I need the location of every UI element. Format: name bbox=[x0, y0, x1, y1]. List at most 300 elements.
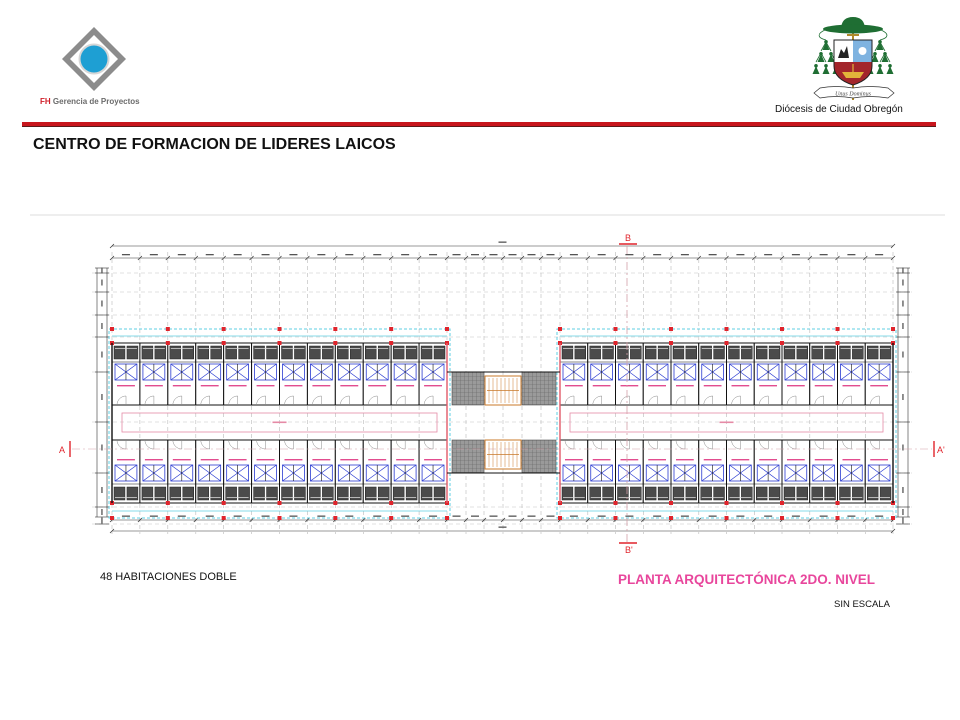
dimension-text-mark bbox=[317, 516, 325, 517]
room bbox=[252, 343, 280, 405]
room-label-mark bbox=[870, 385, 888, 386]
dimension-text-mark bbox=[902, 509, 903, 515]
bed bbox=[350, 346, 361, 359]
structural-column bbox=[222, 341, 226, 345]
bed bbox=[393, 346, 404, 359]
dimension-text-mark bbox=[206, 254, 214, 255]
room-label-mark bbox=[565, 459, 583, 460]
structural-column bbox=[780, 516, 784, 520]
bed bbox=[714, 487, 725, 500]
bed bbox=[867, 487, 878, 500]
structural-column bbox=[278, 341, 282, 345]
dimension-text-mark bbox=[234, 254, 242, 255]
room-label-mark bbox=[843, 385, 861, 386]
structural-column bbox=[389, 341, 393, 345]
room-label-mark bbox=[368, 459, 386, 460]
dimension-text-mark bbox=[429, 254, 437, 255]
bed bbox=[127, 346, 138, 359]
bed bbox=[603, 487, 614, 500]
room bbox=[112, 343, 140, 405]
room bbox=[112, 440, 140, 503]
consultant-company: Gerencia de Proyectos bbox=[52, 97, 140, 106]
structural-column bbox=[614, 327, 618, 331]
room bbox=[754, 440, 782, 503]
bed bbox=[686, 346, 697, 359]
room bbox=[699, 440, 727, 503]
room-label-mark bbox=[676, 459, 694, 460]
room-label-mark bbox=[676, 385, 694, 386]
room bbox=[671, 343, 699, 405]
bed bbox=[784, 346, 795, 359]
dimension-text-mark bbox=[150, 254, 158, 255]
room bbox=[280, 440, 308, 503]
structural-column bbox=[333, 501, 337, 505]
dimension-text-mark bbox=[509, 254, 517, 255]
bed bbox=[825, 487, 836, 500]
dimension-text-mark bbox=[528, 254, 536, 255]
fh-diamond-logo-icon bbox=[58, 23, 130, 95]
room-label-mark bbox=[257, 459, 275, 460]
room bbox=[782, 343, 810, 405]
dimension-text-mark bbox=[875, 254, 883, 255]
dimension-text-mark bbox=[262, 516, 270, 517]
bed bbox=[867, 346, 878, 359]
bed bbox=[239, 346, 250, 359]
dimension-text-mark bbox=[598, 516, 606, 517]
room bbox=[727, 440, 755, 503]
dimension-text-mark bbox=[345, 516, 353, 517]
structural-column bbox=[110, 327, 114, 331]
bed bbox=[630, 346, 641, 359]
dimension-text-mark bbox=[453, 254, 461, 255]
room bbox=[754, 343, 782, 405]
tassel bbox=[887, 64, 894, 74]
bed bbox=[825, 346, 836, 359]
dimension-text-mark bbox=[122, 254, 130, 255]
dimension-text-mark bbox=[764, 516, 772, 517]
dimension-text-mark bbox=[902, 301, 903, 307]
bed bbox=[852, 487, 863, 500]
room-label-mark bbox=[173, 459, 191, 460]
bed bbox=[142, 346, 153, 359]
dimension-text-mark bbox=[902, 280, 903, 286]
bed bbox=[590, 346, 601, 359]
bed bbox=[183, 487, 194, 500]
dimension-text-mark bbox=[709, 516, 717, 517]
structural-column bbox=[222, 501, 226, 505]
tassel bbox=[813, 64, 820, 74]
dimension-text-mark bbox=[792, 254, 800, 255]
structural-column bbox=[558, 327, 562, 331]
dimension-text-mark bbox=[373, 516, 381, 517]
hatched-landing bbox=[522, 440, 556, 473]
dimension-text-mark bbox=[764, 254, 772, 255]
room-label-mark bbox=[229, 459, 247, 460]
structural-column bbox=[725, 327, 729, 331]
room-label-mark bbox=[312, 459, 330, 460]
galero-brim bbox=[823, 25, 883, 34]
room-label-mark bbox=[815, 459, 833, 460]
bed bbox=[114, 346, 125, 359]
room-label-mark bbox=[815, 385, 833, 386]
dimension-text-mark bbox=[875, 516, 883, 517]
bed bbox=[590, 487, 601, 500]
dimension-text-mark bbox=[902, 268, 903, 274]
bed bbox=[294, 346, 305, 359]
room bbox=[307, 343, 335, 405]
room-label-mark bbox=[117, 385, 135, 386]
bed bbox=[127, 487, 138, 500]
section-label-b-end: B' bbox=[625, 545, 633, 555]
bed bbox=[211, 487, 222, 500]
room-label-mark bbox=[621, 385, 639, 386]
bed bbox=[267, 346, 278, 359]
room-label-mark bbox=[229, 385, 247, 386]
section-label-a-end: A' bbox=[937, 445, 945, 455]
bed bbox=[797, 346, 808, 359]
bed bbox=[155, 487, 166, 500]
room-label-mark bbox=[704, 459, 722, 460]
tassel bbox=[877, 40, 884, 50]
bed bbox=[812, 346, 823, 359]
bed bbox=[575, 346, 586, 359]
bed bbox=[729, 487, 740, 500]
structural-column bbox=[891, 516, 895, 520]
structural-column bbox=[669, 327, 673, 331]
structural-column bbox=[669, 516, 673, 520]
room bbox=[560, 343, 588, 405]
motto-text: Unus Dominus bbox=[835, 91, 871, 98]
bed bbox=[756, 487, 767, 500]
structural-column bbox=[278, 516, 282, 520]
bed bbox=[562, 487, 573, 500]
bed bbox=[267, 487, 278, 500]
room bbox=[419, 343, 447, 405]
bed bbox=[701, 487, 712, 500]
structural-column bbox=[669, 341, 673, 345]
dimension-text-mark bbox=[178, 254, 186, 255]
dimension-text-mark bbox=[528, 516, 536, 517]
room bbox=[588, 440, 616, 503]
dimension-text-mark bbox=[499, 242, 507, 243]
bed bbox=[434, 487, 445, 500]
diocese-caption: Diócesis de Ciudad Obregón bbox=[775, 104, 903, 115]
tassel bbox=[877, 64, 884, 74]
structural-column bbox=[278, 327, 282, 331]
structural-column bbox=[725, 341, 729, 345]
dimension-text-mark bbox=[101, 352, 102, 358]
structural-column bbox=[780, 341, 784, 345]
page-title: CENTRO DE FORMACION DE LIDERES LAICOS bbox=[33, 136, 396, 153]
structural-column bbox=[614, 516, 618, 520]
room bbox=[168, 440, 196, 503]
structural-column bbox=[166, 327, 170, 331]
room-label-mark bbox=[285, 385, 303, 386]
room bbox=[560, 440, 588, 503]
bed bbox=[337, 487, 348, 500]
bed bbox=[406, 487, 417, 500]
room bbox=[168, 343, 196, 405]
dimension-text-mark bbox=[429, 516, 437, 517]
dimension-text-mark bbox=[401, 254, 409, 255]
room-label-mark bbox=[285, 459, 303, 460]
bed bbox=[309, 346, 320, 359]
hatched-landing bbox=[452, 372, 484, 405]
structural-column bbox=[389, 501, 393, 505]
dimension-text-mark bbox=[547, 516, 555, 517]
room-label-mark bbox=[145, 459, 163, 460]
dimension-text-mark bbox=[902, 323, 903, 329]
structural-column bbox=[558, 516, 562, 520]
shield-star bbox=[859, 47, 867, 55]
dimension-text-mark bbox=[101, 445, 102, 451]
structural-column bbox=[166, 501, 170, 505]
dimension-text-mark bbox=[625, 254, 633, 255]
room bbox=[280, 343, 308, 405]
dimension-text-mark bbox=[317, 254, 325, 255]
consultant-name bbox=[40, 97, 140, 107]
bed bbox=[421, 487, 432, 500]
dimension-text-mark bbox=[820, 516, 828, 517]
dimension-text-mark bbox=[709, 254, 717, 255]
structural-column bbox=[836, 501, 840, 505]
shield-quarter-white bbox=[834, 40, 853, 62]
room-label-mark bbox=[732, 459, 750, 460]
structural-column bbox=[445, 516, 449, 520]
structural-column bbox=[278, 501, 282, 505]
room bbox=[419, 440, 447, 503]
bed bbox=[211, 346, 222, 359]
room-label-mark bbox=[396, 459, 414, 460]
room bbox=[810, 440, 838, 503]
structural-column bbox=[389, 327, 393, 331]
structural-column bbox=[389, 516, 393, 520]
room bbox=[224, 440, 252, 503]
bed bbox=[155, 346, 166, 359]
room-wings bbox=[109, 327, 896, 520]
room-count-caption: 48 HABITACIONES DOBLE bbox=[100, 571, 237, 583]
structural-column bbox=[445, 327, 449, 331]
bed bbox=[322, 487, 333, 500]
bed bbox=[254, 487, 265, 500]
bed bbox=[294, 487, 305, 500]
dimension-text-mark bbox=[101, 280, 102, 286]
dimension-text-mark bbox=[847, 516, 855, 517]
room-label-mark bbox=[145, 385, 163, 386]
structural-column bbox=[725, 501, 729, 505]
room-label-mark bbox=[340, 385, 358, 386]
logo-circle bbox=[81, 46, 108, 73]
room-label-mark bbox=[396, 385, 414, 386]
bed bbox=[812, 487, 823, 500]
bed bbox=[562, 346, 573, 359]
dimension-text-mark bbox=[847, 254, 855, 255]
structural-column bbox=[836, 327, 840, 331]
bed bbox=[645, 346, 656, 359]
dimension-text-mark bbox=[234, 516, 242, 517]
room bbox=[391, 343, 419, 405]
bed bbox=[170, 487, 181, 500]
dimension-text-mark bbox=[401, 516, 409, 517]
section-label-a-start: A bbox=[59, 445, 66, 455]
hatched-landing bbox=[522, 372, 556, 405]
bed bbox=[350, 487, 361, 500]
dimension-text-mark bbox=[547, 254, 555, 255]
hatched-landing bbox=[452, 440, 484, 473]
room bbox=[363, 343, 391, 405]
bed bbox=[714, 346, 725, 359]
dimension-text-mark bbox=[570, 254, 578, 255]
bed bbox=[282, 346, 293, 359]
dimension-text-mark bbox=[598, 254, 606, 255]
dimension-text-mark bbox=[101, 301, 102, 307]
bed bbox=[645, 487, 656, 500]
dimension-text-mark bbox=[570, 516, 578, 517]
room-label-mark bbox=[117, 459, 135, 460]
drawing-title: PLANTA ARQUITECTÓNICA 2DO. NIVEL bbox=[618, 572, 876, 587]
header-rule-shadow bbox=[22, 126, 936, 127]
dimension-text-mark bbox=[122, 516, 130, 517]
room-label-mark bbox=[257, 385, 275, 386]
dimension-text-mark bbox=[902, 445, 903, 451]
structural-column bbox=[333, 341, 337, 345]
dimension-text-mark bbox=[453, 516, 461, 517]
section-label-b-start: B bbox=[625, 233, 632, 243]
dimension-text-mark bbox=[262, 254, 270, 255]
bed bbox=[322, 346, 333, 359]
bed bbox=[741, 487, 752, 500]
room-label-mark bbox=[312, 385, 330, 386]
structural-column bbox=[166, 516, 170, 520]
dimension-text-mark bbox=[101, 394, 102, 400]
room-label-mark bbox=[787, 385, 805, 386]
room bbox=[838, 440, 866, 503]
structural-column bbox=[110, 516, 114, 520]
dimension-text-mark bbox=[471, 254, 479, 255]
room-label-mark bbox=[759, 459, 777, 460]
bed bbox=[226, 487, 237, 500]
room-label-mark bbox=[593, 459, 611, 460]
room bbox=[196, 440, 224, 503]
structural-column bbox=[836, 516, 840, 520]
structural-column bbox=[725, 516, 729, 520]
structural-column bbox=[333, 327, 337, 331]
bed bbox=[880, 346, 891, 359]
dimension-text-mark bbox=[150, 516, 158, 517]
dimension-text-mark bbox=[653, 516, 661, 517]
room bbox=[727, 343, 755, 405]
room-label-mark bbox=[787, 459, 805, 460]
bed bbox=[378, 346, 389, 359]
bed bbox=[686, 487, 697, 500]
dimension-text-mark bbox=[101, 487, 102, 493]
dimension-text-mark bbox=[499, 527, 507, 528]
room-label-mark bbox=[759, 385, 777, 386]
bed bbox=[365, 346, 376, 359]
dimension-text-mark bbox=[373, 254, 381, 255]
bed bbox=[852, 346, 863, 359]
room-label-mark bbox=[424, 459, 442, 460]
dimension-text-mark bbox=[206, 516, 214, 517]
structural-column bbox=[669, 501, 673, 505]
room bbox=[699, 343, 727, 405]
room bbox=[224, 343, 252, 405]
dimension-text-mark bbox=[101, 323, 102, 329]
shield bbox=[834, 40, 872, 86]
dimension-text-mark bbox=[101, 509, 102, 515]
bed bbox=[840, 487, 851, 500]
bed bbox=[393, 487, 404, 500]
bed bbox=[769, 487, 780, 500]
room bbox=[196, 343, 224, 405]
room-label-mark bbox=[648, 385, 666, 386]
bed bbox=[756, 346, 767, 359]
bed bbox=[406, 346, 417, 359]
dimension-text-mark bbox=[490, 516, 498, 517]
structural-column bbox=[333, 516, 337, 520]
bed bbox=[784, 487, 795, 500]
room-label-mark bbox=[424, 385, 442, 386]
bed bbox=[434, 346, 445, 359]
room bbox=[810, 343, 838, 405]
room-label-mark bbox=[621, 459, 639, 460]
bed bbox=[630, 487, 641, 500]
dimension-text-mark bbox=[820, 254, 828, 255]
bed bbox=[114, 487, 125, 500]
processional-cross-bar bbox=[847, 34, 859, 36]
bed bbox=[198, 346, 209, 359]
bed bbox=[282, 487, 293, 500]
tassel bbox=[823, 40, 830, 50]
tassel bbox=[823, 64, 830, 74]
room bbox=[671, 440, 699, 503]
structural-column bbox=[780, 501, 784, 505]
dimension-text-mark bbox=[681, 254, 689, 255]
room bbox=[782, 440, 810, 503]
dimension-text-mark bbox=[736, 254, 744, 255]
bed bbox=[365, 487, 376, 500]
room bbox=[391, 440, 419, 503]
structural-column bbox=[222, 516, 226, 520]
scale-note: SIN ESCALA bbox=[834, 599, 890, 610]
floor-plan-drawing-icon bbox=[0, 200, 960, 570]
galero-hat bbox=[823, 17, 883, 34]
dimension-text-mark bbox=[471, 516, 479, 517]
bed bbox=[309, 487, 320, 500]
room-label-mark bbox=[565, 385, 583, 386]
bed bbox=[658, 346, 669, 359]
bed bbox=[797, 487, 808, 500]
room-label-mark bbox=[201, 459, 219, 460]
room-label-mark bbox=[648, 459, 666, 460]
dimension-text-mark bbox=[509, 516, 517, 517]
bed bbox=[142, 487, 153, 500]
dimension-text-mark bbox=[625, 516, 633, 517]
room-label-mark bbox=[201, 385, 219, 386]
bed bbox=[741, 346, 752, 359]
structural-column bbox=[614, 341, 618, 345]
dimension-text-mark bbox=[289, 254, 297, 255]
bed bbox=[170, 346, 181, 359]
bed bbox=[840, 346, 851, 359]
bed bbox=[880, 487, 891, 500]
dimension-text-mark bbox=[289, 516, 297, 517]
bed bbox=[658, 487, 669, 500]
room bbox=[865, 343, 893, 405]
dimension-text-mark bbox=[902, 352, 903, 358]
bed bbox=[226, 346, 237, 359]
bed bbox=[378, 487, 389, 500]
